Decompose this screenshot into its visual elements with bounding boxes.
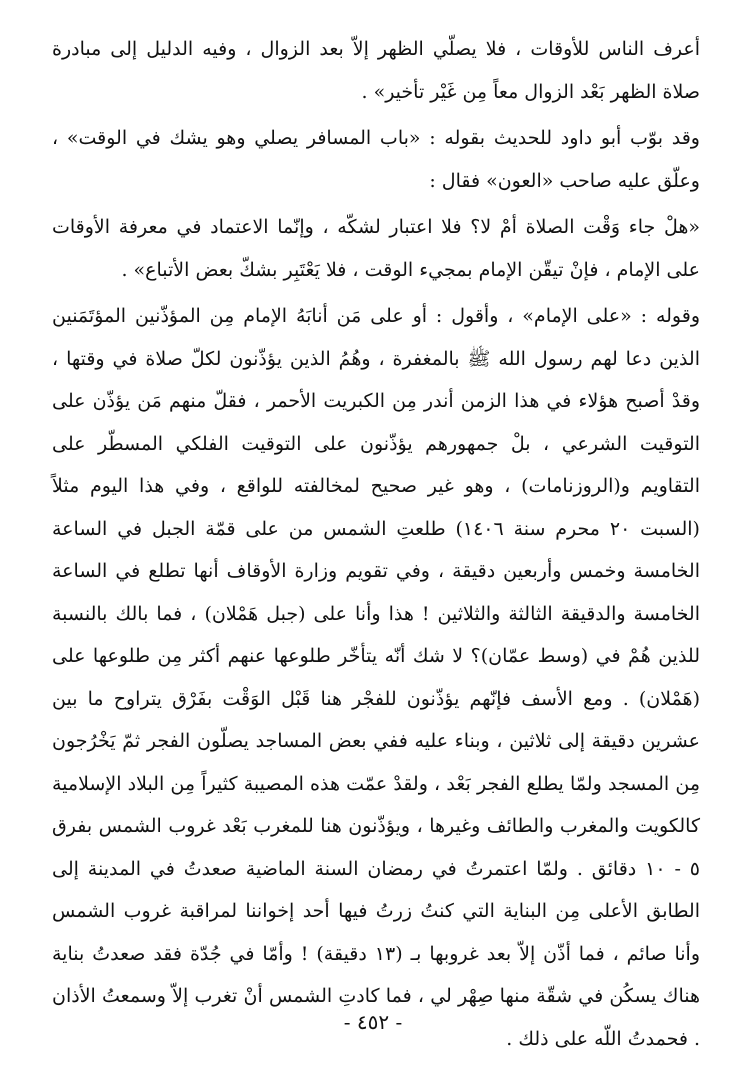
paragraph-commentary: وقوله : «على الإمام» ، وأقول : أو على مَن أنابَهُ الإمام مِن المؤذّنين المؤتَمَنين الذين دعا لهم رسول الله ﷺ بالمغفرة ، وهُمُ الذين يؤذّنون لكلّ صلاة في وقتها ، وقدْ أصبح هؤلاء في هذا الزمن أندر مِن الكبريت الأحمر ، فقلّ منهم مَن يؤذّن على التوقيت الشرعي ، بلْ جمهورهم يؤذّنون على التوقيت الفلكي المسطّر على التقاويم و(الروزنامات) ، وهو غير صحيح لمخالفته للواقع ، وفي هذا اليوم مثلاً (السبت ٢٠ محرم سنة ١٤٠٦) طلعتِ الشمس من على قمّة الجبل في الساعة الخامسة وخمس وأربعين دقيقة ، وفي تقويم وزارة الأوقاف أنها تطلع في الساعة الخامسة والدقيقة الثالثة والثلاثين ! هذا وأنا على (جبل هَمْلان) ، فما بالك بالنسبة للذين هُمْ في (وسط عمّان)؟ لا شك أنّه يتأخّر طلوعها عنهم أكثر مِن طلوعها على (هَمْلان) . ومع الأسف فإنّهم يؤذّنون للفجْر هنا قَبْل الوَقْت بفَرْق يتراوح ما بين عشرين دقيقة إلى ثلاثين ، وبناء عليه ففي بعض المساجد يصلّون الفجر ثمّ يَخْرُجون مِن المسجد ولمّا يطلع الفجر بَعْد ، ولقدْ عمّت هذه المصيبة كثيراً مِن البلاد الإسلامية كالكويت والمغرب والطائف وغيرها ، ويؤذّنون هنا للمغرب بَعْد غروب الشمس بفرق ٥ - ١٠ دقائق . ولمّا اعتمرتُ في رمضان السنة الماضية صعدتُ في المدينة إلى الطابق الأعلى مِن البناية التي كنتُ زرتُ فيها أحد إخواننا لمراقبة غروب الشمس وأنا صائم ، فما أذّن إلاّ بعد غروبها بـ (١٣ دقيقة) ! وأمّا في جُدّة فقد صعدتُ بناية هناك يسكُن في شقّة منها صِهْر لي ، فما كادتِ الشمس أنْ تغرب إلاّ وسمعتُ الأذان . فحمدتُ اللّه على ذلك . <box>52 305 701 1050</box>
paragraph-intro: أعرف الناس للأوقات ، فلا يصلّي الظهر إلاّ بعد الزوال ، وفيه الدليل إلى مبادرة صلاة الظهر بَعْد الزوال معاً مِن غَيْر تأخير» . <box>52 38 700 103</box>
paragraph-awn-quote: «هلْ جاء وَقْت الصلاة أمْ لا؟ فلا اعتبار لشكّه ، وإنّما الاعتماد في معرفة الأوقات على الإمام ، فإنْ تيقّن الإمام بمجيء الوقت ، فلا يَعْتَبِر بشكّ بعض الأتباع» . <box>52 216 700 281</box>
paragraph-abu-dawud: وقد بوّب أبو داود للحديث بقوله : «باب المسافر يصلي وهو يشك في الوقت» ، وعلّق عليه صاحب «العون» فقال : <box>52 127 700 192</box>
page-body <box>52 28 700 1060</box>
page-number: - ٤٥٢ - <box>343 1010 403 1034</box>
